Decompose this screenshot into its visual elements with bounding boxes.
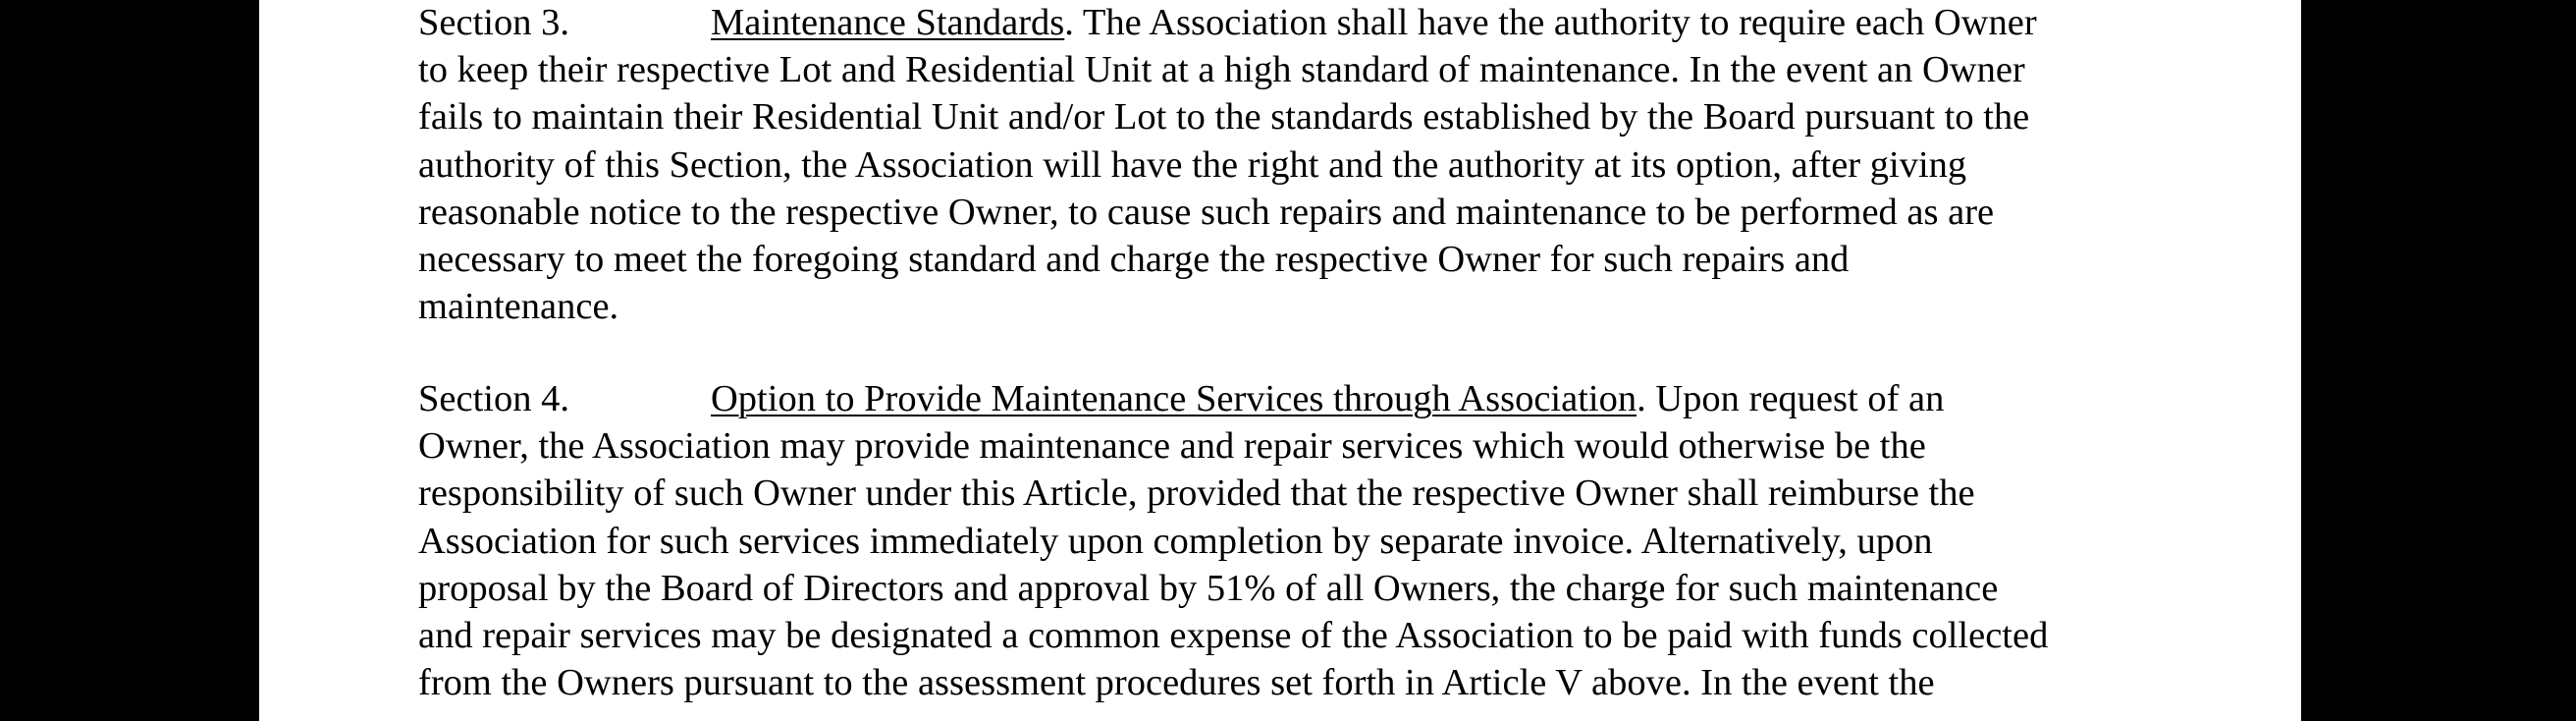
section-3-line-7: maintenance. [418,286,619,328]
section-3-line-3: fails to maintain their Residential Unit and/or Lot to the standards established by the Board pursuant to the [418,96,2030,139]
section-3-line-4: authority of this Section, the Association will have the right and the authority at its option, after giving [418,143,1967,186]
section-3-line-5: reasonable notice to the respective Owner, to cause such repairs and maintenance to be performed as are [418,191,1995,233]
section-3-line-6: necessary to meet the foregoing standard and charge the respective Owner for such repairs and [418,238,1850,280]
section-3-title: Maintenance Standards [711,2,1065,43]
section-4-line-6: and repair services may be designated a common expense of the Association to be paid with funds collected [418,614,2049,656]
section-3-line-1: . The Association shall have the authority to require each Owner [1064,2,2037,43]
section-4-heading-line [418,375,2264,422]
document-page [259,0,2301,721]
right-black-margin [2301,0,2576,721]
section-4-line-7: from the Owners pursuant to the assessment procedures set forth in Article V above. In the event the [418,662,1935,704]
section-4-line-5: proposal by the Board of Directors and approval by 51% of all Owners, the charge for such maintenance [418,567,1999,609]
section-4-title: Option to Provide Maintenance Services through Association [711,378,1637,419]
section-3 [418,0,2264,330]
section-3-heading-line [418,0,2264,46]
section-4-line-2: Owner, the Association may provide maintenance and repair services which would otherwise be the [418,425,1926,468]
left-black-margin [0,0,259,721]
section-3-number: Section 3. [418,2,569,43]
section-3-line-2: to keep their respective Lot and Residential Unit at a high standard of maintenance. In the event an Owner [418,49,2025,91]
section-4-number: Section 4. [418,378,569,419]
section-4 [418,375,2264,706]
section-4-line-3: responsibility of such Owner under this Article, provided that the respective Owner shall reimburse the [418,472,1975,515]
section-4-line-4: Association for such services immediately upon completion by separate invoice. Alternatively, upon [418,520,1933,562]
section-4-line-1: . Upon request of an [1637,378,1945,419]
